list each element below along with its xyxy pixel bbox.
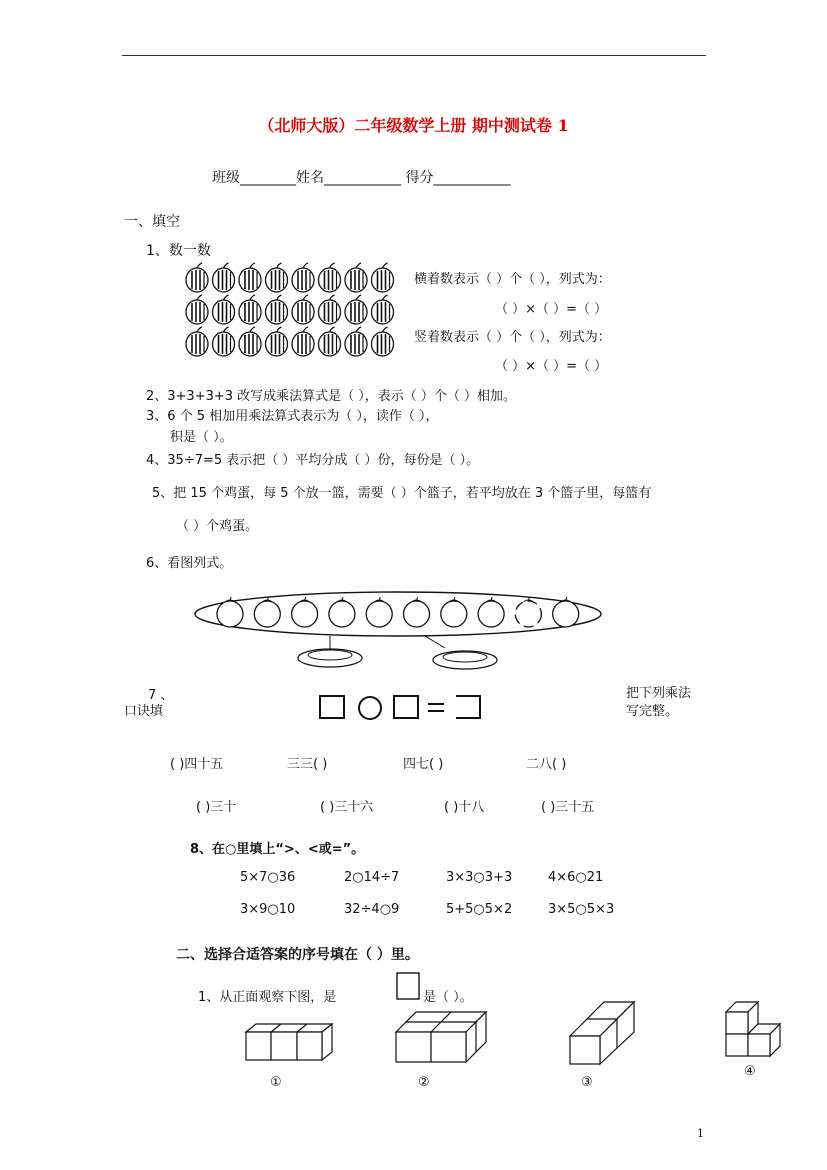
apple-icon <box>292 327 314 356</box>
q8-item: 2○14÷7 <box>344 870 400 885</box>
apple-icon <box>266 263 288 292</box>
apple-icon <box>319 263 341 292</box>
question-3b: 积是（ ）。 <box>170 430 233 445</box>
apple-icon <box>345 263 367 292</box>
cube-option-2 <box>394 1010 488 1064</box>
apple-icon <box>213 295 235 324</box>
apple-icon <box>186 263 208 292</box>
q8-item: 32÷4○9 <box>344 902 400 917</box>
plate-right <box>425 636 497 669</box>
question-5a: 5、把 15 个鸡蛋，每 5 个放一篮，需要（ ）个篮子，若平均放在 3 个篮子里，每篮有 <box>152 486 652 501</box>
q8-item: 4×6○21 <box>548 870 604 885</box>
fruit-icon <box>478 597 504 627</box>
option-label: ④ <box>744 1064 756 1079</box>
option-label: ② <box>418 1075 430 1090</box>
question-7-left-text: 口诀填 <box>124 704 164 719</box>
apple-icon <box>292 263 314 292</box>
q7-item: ( )三十 <box>196 800 237 815</box>
plate-left <box>298 636 362 667</box>
cube-option-3 <box>568 1000 636 1066</box>
section-2-question-1-suffix: 是（ ）。 <box>423 990 473 1005</box>
fruit-icon <box>515 597 541 627</box>
question-2: 2、3+3+3+3 改写成乘法算式是（ ），表示（ ）个（ ）相加。 <box>146 389 517 404</box>
apple-icon <box>319 327 341 356</box>
q7-item: ( )四十五 <box>170 757 224 772</box>
q7-item: 三三( ) <box>287 757 328 772</box>
q7-item: ( )三十五 <box>541 800 595 815</box>
cube-option-1 <box>244 1022 334 1062</box>
fruit-icon <box>217 597 243 627</box>
q7-item: 四七( ) <box>403 757 444 772</box>
section-2-heading: 二、选择合适答案的序号填在（ ）里。 <box>176 947 419 963</box>
circle-icon <box>359 697 381 719</box>
apple-icon <box>266 327 288 356</box>
apple-icon <box>345 327 367 356</box>
question-8-label: 8、在○里填上“>、<或=”。 <box>190 842 365 857</box>
apple-grid <box>184 265 399 365</box>
question-3a: 3、6 个 5 相加用乘法算式表示为（ ），读作（ ）， <box>146 409 439 424</box>
fruit-icon <box>404 597 430 627</box>
apple-icon <box>372 295 394 324</box>
apple-icon <box>372 263 394 292</box>
page-title: （北师大版）二年级数学上册 期中测试卷 1 <box>258 116 569 135</box>
option-label: ③ <box>581 1075 593 1090</box>
q8-item: 3×3○3+3 <box>446 870 513 885</box>
option-label: ① <box>270 1075 282 1090</box>
horizontal-count-text: 横着数表示（ ）个（ ），列式为： <box>414 272 611 287</box>
fruit-icon <box>553 597 579 627</box>
header-rule <box>122 55 706 56</box>
vertical-count-text: 竖着数表示（ ）个（ ），列式为： <box>414 330 611 345</box>
q8-item: 3×9○10 <box>240 902 296 917</box>
apple-icon <box>239 327 261 356</box>
section-1-heading: 一、填空 <box>124 214 180 230</box>
q8-item: 5+5○5×2 <box>446 902 513 917</box>
apple-icon <box>292 295 314 324</box>
apple-icon <box>345 295 367 324</box>
fruit-icon <box>441 597 467 627</box>
q8-item: 3×5○5×3 <box>548 902 615 917</box>
apple-icon <box>213 327 235 356</box>
apple-icon <box>186 295 208 324</box>
q7-item: ( )十八 <box>444 800 485 815</box>
cube-option-4 <box>724 998 786 1060</box>
q7-item: ( )三十六 <box>320 800 374 815</box>
fruit-icon <box>366 597 392 627</box>
question-6: 6、看图列式。 <box>146 556 233 571</box>
question-1-label: 1、数一数 <box>146 243 211 259</box>
fruit-plate-illustration <box>190 588 610 678</box>
apple-icon <box>372 327 394 356</box>
apple-icon <box>266 295 288 324</box>
apple-icon <box>239 295 261 324</box>
question-7-number: 7 、 <box>148 688 174 703</box>
apple-icon <box>213 263 235 292</box>
question-5b: （ ）个鸡蛋。 <box>176 519 259 534</box>
page-number: 1 <box>697 1127 704 1140</box>
box-icon <box>394 696 418 718</box>
q8-item: 5×7○36 <box>240 870 296 885</box>
fruit-icon <box>292 597 318 627</box>
section-2-question-1-prefix: 1、从正面观察下图，是 <box>198 990 337 1005</box>
horizontal-formula: （ ）×（ ）=（ ） <box>495 302 608 317</box>
open-box-icon <box>456 696 480 718</box>
question-7-right-text-1: 把下列乘法 <box>626 686 692 701</box>
q7-item: 二八( ) <box>526 757 567 772</box>
question-4: 4、35÷7=5 表示把（ ）平均分成（ ）份，每份是（ ）。 <box>146 453 480 468</box>
apple-icon <box>186 327 208 356</box>
apple-icon <box>239 263 261 292</box>
fruit-icon <box>329 597 355 627</box>
fruit-icon <box>254 597 280 627</box>
question-7-right-text-2: 写完整。 <box>626 704 679 719</box>
apple-icon <box>319 295 341 324</box>
vertical-formula: （ ）×（ ）=（ ） <box>495 359 608 374</box>
equation-shapes <box>318 694 490 722</box>
box-icon <box>320 696 344 718</box>
student-info-line: 班级________姓名___________ 得分___________ <box>212 170 511 186</box>
single-square-icon <box>396 972 420 1000</box>
